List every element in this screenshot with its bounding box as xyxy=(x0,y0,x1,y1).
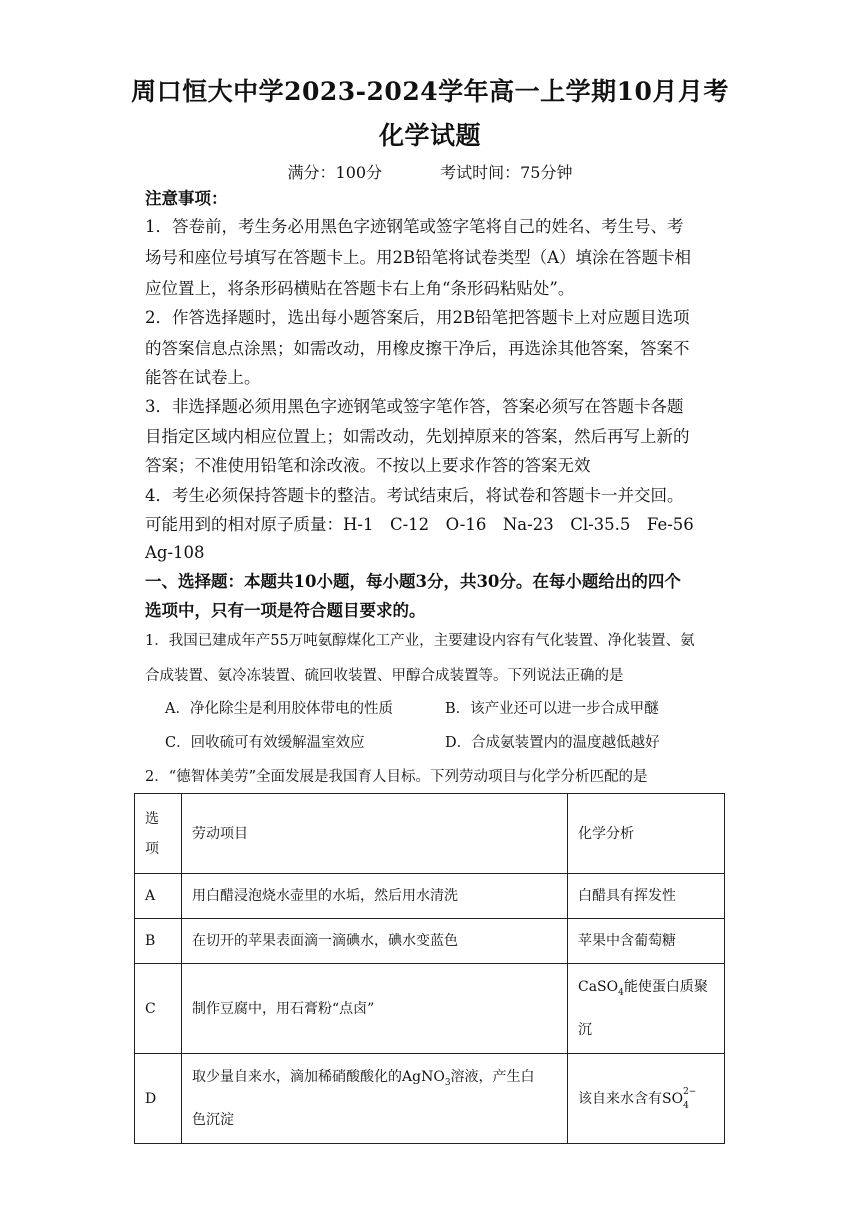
atomic-mass-line: Ag-108 xyxy=(145,543,205,562)
row-option: C xyxy=(135,964,182,1054)
table-header-cell xyxy=(135,794,182,874)
table-row xyxy=(135,874,725,919)
row-analysis xyxy=(568,964,725,1054)
note-line: 的答案信息点涂黑；如需改动，用橡皮擦干净后，再选涂其他答案，答案不 xyxy=(145,339,690,358)
note-line: 1．答卷前，考生务必用黑色字迹钢笔或签字笔将自己的姓名、考生号、考 xyxy=(145,217,684,236)
table-header-cell: 劳动项目 xyxy=(182,794,568,874)
task-text: 色沉淀 xyxy=(192,1112,234,1129)
table-header-row xyxy=(135,794,725,874)
note-line: 应位置上，将条形码横贴在答题卡右上角“条形码粘贴处”。 xyxy=(145,279,575,298)
row-analysis xyxy=(568,1054,725,1144)
row-task: 在切开的苹果表面滴一滴碘水，碘水变蓝色 xyxy=(182,919,568,964)
q1-option-b: B．该产业还可以进一步合成甲醚 xyxy=(445,701,659,717)
q1-option-a: A．净化除尘是利用胶体带电的性质 xyxy=(165,701,393,717)
formula: CaSO$_4$ xyxy=(578,978,624,998)
note-line: 3．非选择题必须用黑色字迹钢笔或签字笔作答，答案必须写在答题卡各题 xyxy=(145,397,684,416)
row-analysis: 白醋具有挥发性 xyxy=(568,874,725,919)
notes-heading: 注意事项： xyxy=(145,189,228,208)
exam-title: 周口恒大中学2023-2024学年高一上学期10月月考 xyxy=(131,77,729,106)
row-task: 制作豆腐中，用石膏粉“点卤” xyxy=(182,964,568,1054)
task-text: 溶液，产生白 xyxy=(450,1068,535,1085)
row-task xyxy=(182,1054,568,1144)
row-option: D xyxy=(135,1054,182,1144)
question-2-stem: 2．“德智体美劳”全面发展是我国育人目标。下列劳动项目与化学分析匹配的是 xyxy=(145,769,648,785)
row-option: B xyxy=(135,919,182,964)
formula-subscript: 3 xyxy=(444,1077,451,1088)
note-line: 答案；不准使用铅笔和涂改液。不按以上要求作答的答案无效 xyxy=(145,456,591,475)
analysis-text: 该自来水含有SO xyxy=(578,1090,684,1107)
q1-option-c: C．回收硫可有效缓解温室效应 xyxy=(165,735,365,751)
note-line: 2．作答选择题时，选出每小题答案后，用2B铅笔把答题卡上对应题目选项 xyxy=(145,308,690,327)
header-option-char: 项 xyxy=(145,840,159,857)
exam-duration: 考试时间：75分钟 xyxy=(440,163,573,182)
note-line: 能答在试卷上。 xyxy=(145,368,261,387)
atomic-mass-line: 可能用到的相对原子质量：H-1 C-12 O-16 Na-23 Cl-35.5 Fe-56 xyxy=(145,515,694,534)
q1-option-d: D．合成氨装置内的温度越低越好 xyxy=(445,735,660,751)
table-row xyxy=(135,919,725,964)
row-task: 用白醋浸泡烧水壶里的水垢，然后用水清洗 xyxy=(182,874,568,919)
task-text: 取少量自来水，滴加稀硝酸酸化的AgNO xyxy=(192,1068,445,1085)
table-row xyxy=(135,964,725,1054)
header-option-char: 选 xyxy=(145,810,159,827)
question-1-stem: 1．我国已建成年产55万吨氨醇煤化工产业，主要建设内容有气化装置、净化装置、氨 xyxy=(145,633,695,649)
exam-meta xyxy=(0,160,860,183)
analysis-text: 沉 xyxy=(578,1022,592,1039)
row-option: A xyxy=(135,874,182,919)
row-analysis: 苹果中含葡萄糖 xyxy=(568,919,725,964)
ion-charge: 2− 4 xyxy=(683,1086,697,1111)
section-heading: 一、选择题：本题共10小题，每小题3分，共30分。在每小题给出的四个 xyxy=(145,572,681,591)
note-line: 4．考生必须保持答题卡的整洁。考试结束后，将试卷和答题卡一并交回。 xyxy=(145,486,684,505)
section-heading: 选项中，只有一项是符合题目要求的。 xyxy=(145,601,426,620)
table-row xyxy=(135,1054,725,1144)
analysis-text: 能使蛋白质聚 xyxy=(623,978,708,995)
question-1-stem: 合成装置、氨冷冻装置、硫回收装置、甲醇合成装置等。下列说法正确的是 xyxy=(145,668,624,684)
exam-subject: 化学试题 xyxy=(378,121,481,150)
note-line: 目指定区域内相应位置上；如需改动，先划掉原来的答案，然后再写上新的 xyxy=(145,427,690,446)
question-2-table xyxy=(134,793,725,1144)
full-score: 满分：100分 xyxy=(287,163,383,182)
note-line: 场号和座位号填写在答题卡上。用2B铅笔将试卷类型（A）填涂在答题卡相 xyxy=(145,248,692,267)
table-header-cell: 化学分析 xyxy=(568,794,725,874)
